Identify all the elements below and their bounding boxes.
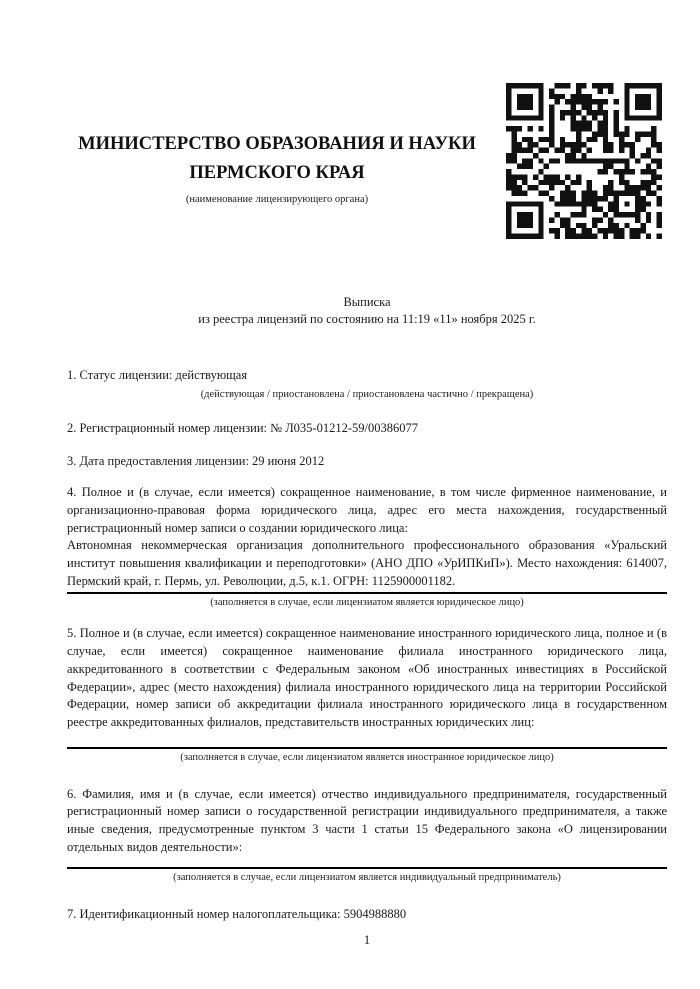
qr-code — [506, 83, 662, 239]
item-grant-date — [67, 453, 667, 470]
ministry-name — [37, 130, 517, 188]
extract-subtitle: из реестра лицензий по состоянию на 11:19 «11» ноября 2025 г. — [198, 311, 536, 326]
legal-entity-question: 4. Полное и (в случае, если имеется) сокращенное наименование, в том числе фирменное наименование, и организационно-правовая форма юридического лица, адрес его места нахождения, государственный регистрационный номер записи о создании юридического лица: — [67, 485, 667, 535]
foreign-entity-fill-line — [67, 747, 667, 749]
document-body — [67, 294, 667, 947]
item-registration-number — [67, 420, 667, 437]
item-license-status — [67, 367, 667, 401]
license-status-text: 1. Статус лицензии: действующая — [67, 368, 248, 382]
grant-date-text: 3. Дата предоставления лицензии: 29 июня 2012 — [67, 454, 325, 468]
page-number: 1 — [363, 933, 371, 948]
item-taxpayer-number — [67, 906, 667, 923]
legal-entity-caption: (заполняется в случае, если лицензиатом является юридическое лицо) — [210, 596, 524, 608]
extract-title: Выписка — [343, 295, 391, 309]
entrepreneur-caption: (заполняется в случае, если лицензиатом является индивидуальный предприниматель) — [173, 871, 561, 883]
entrepreneur-question: 6. Фамилия, имя и (в случае, если имеется) отчество индивидуального предпринимателя, государственный регистрационный номер записи о государственной регистрации индивидуального предпринимателя, а также иные сведения, предусмотренные пунктом 3 части 1 статьи 15 Федерального закона «О лицензировании отдельных видов деятельности»: — [67, 786, 667, 854]
ministry-header — [37, 130, 517, 207]
ministry-name-line1: МИНИСТЕРСТВО ОБРАЗОВАНИЯ И НАУКИ — [78, 134, 476, 154]
registration-number-text: 2. Регистрационный номер лицензии: № Л035-01212-59/00386077 — [67, 421, 418, 435]
entrepreneur-fill-line — [67, 867, 667, 869]
ministry-name-line2: ПЕРМСКОГО КРАЯ — [189, 163, 365, 183]
item-legal-entity — [67, 484, 667, 609]
legal-entity-fill-line — [67, 592, 667, 594]
taxpayer-number-text: 7. Идентификационный номер налогоплательщика: 5904988880 — [67, 907, 407, 922]
extract-heading — [67, 294, 667, 327]
license-status-options-caption: (действующая / приостановлена / приостановлена частично / прекращена) — [200, 388, 534, 400]
foreign-entity-caption: (заполняется в случае, если лицензиатом является иностранное юридическое лицо) — [180, 752, 554, 764]
item-entrepreneur — [67, 786, 667, 885]
item-foreign-entity — [67, 625, 667, 764]
legal-entity-answer: Автономная некоммерческая организация дополнительного профессионального образования «Уральский институт повышения квалификации и переподготовки» (АНО ДПО «УрИПКиП»). Место нахождения: 614007, Пермский край, г. Пермь, ул. Революции, д.5, к.1. ОГРН: 1125900001182. — [67, 538, 667, 588]
ministry-caption: (наименование лицензирующего органа) — [185, 194, 369, 205]
foreign-entity-question: 5. Полное и (в случае, если имеется) сокращенное наименование иностранного юридического лица, полное и (в случае, если имеется) сокращенное наименование филиала иностранного юридического лица, аккредитованного в соответствии с Федеральным законом «Об иностранных инвестициях в Российской Федерации», адрес (место нахождения) филиала иностранного юридического лица на территории Российской Федерации, номер записи об аккредитации филиала иностранного юридического лица в государственном реестре аккредитованных филиалов, представительств иностранных юридических лиц: — [67, 626, 667, 730]
